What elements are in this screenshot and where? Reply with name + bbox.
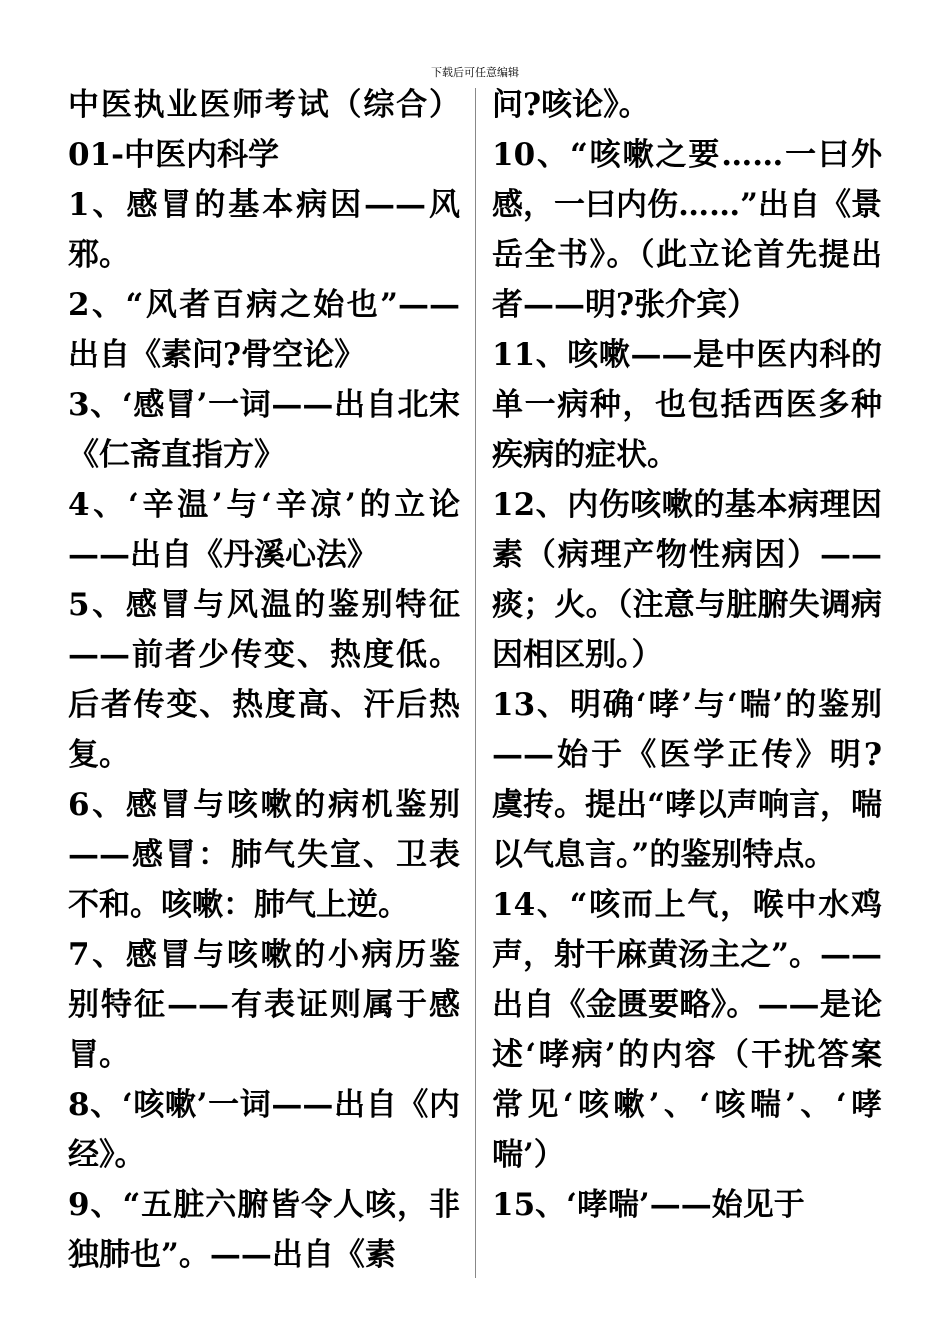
paragraph-1: 1、感冒的基本病因——风邪。 bbox=[68, 187, 460, 273]
document-title: 中医执业医师考试（综合）01-中医内科学 bbox=[68, 87, 460, 173]
paragraph-7: 7、感冒与咳嗽的小病历鉴别特征——有表证则属于感冒。 bbox=[68, 937, 460, 1073]
right-column bbox=[492, 80, 882, 1230]
paragraph-13: 13、明确‘哮’与‘喘’的鉴别——始于《医学正传》明?虞抟。提出“哮以声响言，喘以气息言。”的鉴别特点。 bbox=[492, 687, 882, 873]
paragraph-12: 12、内伤咳嗽的基本病理因素（病理产物性病因）——痰；火。（注意与脏腑失调病因相区别。） bbox=[492, 487, 882, 673]
paragraph-14: 14、“咳而上气，喉中水鸡声，射干麻黄汤主之”。——出自《金匮要略》。——是论述‘哮病’的内容（干扰答案常见‘咳嗽’、‘咳喘’、‘哮喘’） bbox=[492, 887, 882, 1173]
paragraph-6: 6、感冒与咳嗽的病机鉴别——感冒：肺气失宣、卫表不和。咳嗽：肺气上逆。 bbox=[68, 787, 460, 923]
paragraph-9: 9、“五脏六腑皆令人咳，非独肺也”。——出自《素 bbox=[68, 1187, 460, 1273]
paragraph-10: 10、“咳嗽之要……一曰外感，一曰内伤……”出自《景岳全书》。（此立论首先提出者——明?张介宾） bbox=[492, 137, 882, 323]
page-header: 下载后可任意编辑 bbox=[431, 66, 519, 79]
left-column bbox=[68, 80, 460, 1280]
paragraph-9-continued: 问?咳论》。 bbox=[492, 87, 650, 123]
paragraph-11: 11、咳嗽——是中医内科的单一病种，也包括西医多种疾病的症状。 bbox=[492, 337, 882, 473]
paragraph-2: 2、“风者百病之始也”——出自《素问?骨空论》 bbox=[68, 287, 460, 373]
paragraph-3: 3、‘感冒’一词——出自北宋《仁斋直指方》 bbox=[68, 387, 460, 473]
paragraph-5: 5、感冒与风温的鉴别特征——前者少传变、热度低。后者传变、热度高、汗后热复。 bbox=[68, 587, 460, 773]
paragraph-4: 4、‘辛温’与‘辛凉’的立论——出自《丹溪心法》 bbox=[68, 487, 460, 573]
paragraph-8: 8、‘咳嗽’一词——出自《内经》。 bbox=[68, 1087, 460, 1173]
column-divider bbox=[475, 88, 476, 1278]
paragraph-15: 15、‘哮喘’——始见于 bbox=[492, 1187, 805, 1223]
